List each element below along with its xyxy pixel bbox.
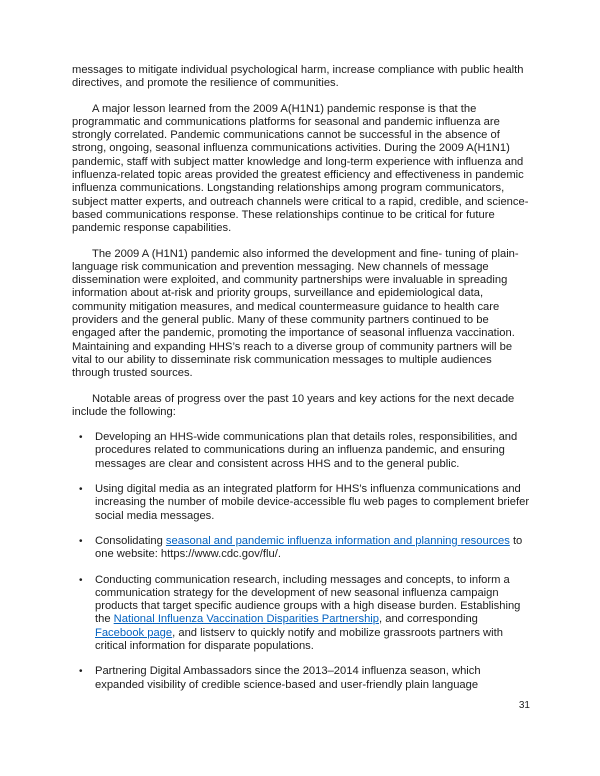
text-run: messages to mitigate individual psychological harm, increase compliance with public health directives, and promote the resilience of communities. [72, 64, 524, 90]
bullet-text [95, 431, 517, 470]
paragraph [72, 103, 530, 236]
bullet-icon: • [79, 484, 83, 496]
text-run: Consolidating [95, 534, 166, 547]
text-run: , and corresponding [379, 613, 478, 626]
text-run: Partnering Digital Ambassadors since the 2013–2014 influenza season, which expanded visibility of credible science-based and user-friendly plain language [95, 665, 481, 691]
inline-link[interactable]: National Influenza Vaccination Disparities Partnership [113, 613, 379, 626]
bullet-text [95, 574, 520, 652]
text-run: Conducting communication research, including messages and concepts, to inform a communication strategy for the development of new seasonal influenza campaign products that target specific audience groups with a high disease burden. Establishing the [95, 573, 521, 626]
inline-link[interactable]: Facebook page [95, 626, 173, 639]
text-run: Developing an HHS-wide communications plan that details roles, responsibilities, and procedures related to communications during an influenza pandemic, and ensuring messages are clear and consistent across HHS and to the general public. [95, 431, 518, 470]
bullet-text [95, 483, 529, 522]
paragraph [72, 248, 530, 381]
bullet-icon: • [79, 666, 83, 678]
paragraph [72, 393, 530, 420]
bullet-list-item [72, 535, 530, 562]
bullet-list-item [72, 483, 530, 523]
text-run: to one website: https://www.cdc.gov/flu/. [95, 534, 523, 561]
text-run: , and listserv to quickly notify and mobilize grassroots partners with critical information for disparate populations. [95, 626, 503, 652]
bullet-icon: • [79, 574, 83, 586]
bullet-list-item [72, 665, 530, 692]
text-run: The 2009 A (H1N1) pandemic also informed the development and fine- tuning of plain-language risk communication and prevention messaging. New channels of message dissemination were exploited, and community partnerships were invaluable in spreading information about at-risk and priority groups, surveillance and epidemiological data, community mitigation measures, and medical countermeasure guidance to health care providers and the general public. Many of these community partners continued to be engaged after the pandemic, promoting the importance of seasonal influenza vaccination. Maintaining and expanding HHS’s reach to a diverse group of community partners will be vital to our ability to disseminate risk communication messages to multiple audiences through trusted sources. [72, 247, 519, 380]
paragraph [72, 64, 530, 91]
inline-link[interactable]: seasonal and pandemic influenza information and planning resources [165, 534, 510, 547]
bullet-list-item [72, 574, 530, 654]
text-run: Notable areas of progress over the past 10 years and key actions for the next decade include the following: [72, 392, 515, 418]
page-content [72, 64, 530, 692]
bullet-text [95, 535, 522, 560]
text-run: A major lesson learned from the 2009 A(H1N1) pandemic response is that the programmatic and communications platforms for seasonal and pandemic influenza are strongly correlated. Pandemic communications cannot be successful in the absence of strong, ongoing, seasonal influenza communications activities. During the 2009 A(H1N1) pandemic, staff with subject matter knowledge and long-term experience with influenza and influenza-related topic areas provided the greatest efficiency and effectiveness in pandemic influenza communications. Longstanding relationships among program communicators, subject matter experts, and outreach channels were critical to a rapid, credible, and science-based communications response. These relationships continue to be critical for future pandemic response capabilities. [72, 102, 529, 235]
bullet-text [95, 665, 481, 690]
bullet-icon: • [79, 432, 83, 444]
bullet-icon: • [79, 535, 83, 547]
bullet-list-item [72, 431, 530, 471]
page-number: 31 [518, 700, 530, 711]
text-run: Using digital media as an integrated platform for HHS’s influenza communications and increasing the number of mobile device-accessible flu web pages to complement briefer social media messages. [95, 483, 530, 522]
